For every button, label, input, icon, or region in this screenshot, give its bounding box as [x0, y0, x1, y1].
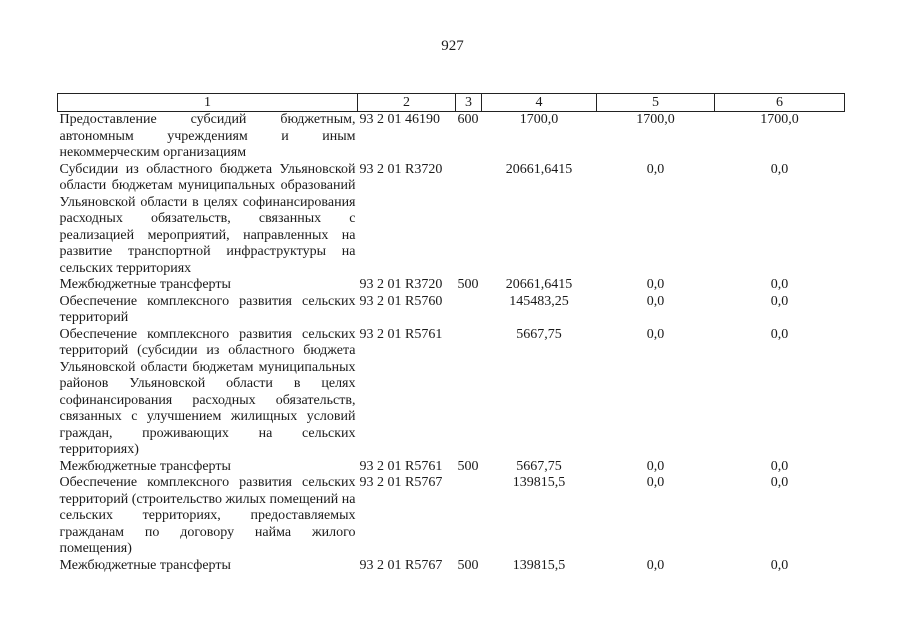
row-expense-type [456, 327, 482, 459]
row-description: Предоставление субсидий бюджетным, автономным учреждениям и иным некоммерческим организациям [59, 112, 356, 160]
row-value-col5: 0,0 [646, 277, 665, 292]
row-description: Межбюджетные трансферты [59, 277, 231, 292]
table-header-row [58, 94, 845, 112]
row-code: 93 2 01 R5761 [359, 326, 443, 342]
column-header: 4 [482, 94, 597, 112]
row-value-col5: 0,0 [646, 557, 665, 573]
row-code: 93 2 01 R3720 [359, 277, 443, 292]
table-row [58, 327, 845, 459]
row-value-col4: 1700,0 [519, 112, 559, 127]
row-value-col5: 0,0 [646, 458, 665, 474]
table-row [58, 558, 845, 575]
table-row [58, 475, 845, 558]
row-value-col4: 20661,6415 [505, 277, 573, 292]
row-expense-type: 500 [457, 277, 479, 292]
row-value-col4: 139815,5 [512, 557, 566, 573]
row-value-col6: 0,0 [770, 326, 789, 342]
row-value-col5: 0,0 [646, 475, 665, 490]
column-header: 1 [58, 94, 358, 112]
table-row [58, 459, 845, 476]
row-code: 93 2 01 R5760 [359, 293, 443, 309]
row-value-col4: 145483,25 [509, 293, 569, 309]
row-value-col4: 139815,5 [512, 475, 566, 490]
row-value-col4: 20661,6415 [505, 161, 573, 177]
budget-table [57, 93, 845, 574]
row-value-col5: 0,0 [646, 326, 665, 342]
row-code: 93 2 01 R5767 [359, 557, 443, 573]
row-expense-type [456, 162, 482, 278]
row-value-col6: 1700,0 [760, 112, 799, 127]
column-header: 3 [456, 94, 482, 112]
row-value-col6: 0,0 [770, 557, 789, 573]
row-expense-type [456, 475, 482, 558]
column-header: 2 [358, 94, 456, 112]
row-expense-type: 600 [457, 112, 479, 127]
table-row [58, 277, 845, 294]
table-row [58, 294, 845, 327]
row-value-col5: 0,0 [646, 293, 665, 309]
row-value-col4: 5667,75 [516, 458, 562, 474]
row-value-col6: 0,0 [770, 277, 789, 292]
page-number: 927 [441, 38, 464, 54]
row-value-col6: 0,0 [770, 293, 789, 309]
row-value-col6: 0,0 [770, 458, 789, 474]
row-expense-type: 500 [457, 557, 479, 573]
row-description: Обеспечение комплексного развития сельских территорий [59, 293, 356, 325]
row-value-col6: 0,0 [770, 475, 789, 490]
row-description: Обеспечение комплексного развития сельских территорий (строительство жилых помещений на сельских территориях, предоставляемых гражданам по договору найма жилого помещения) [59, 475, 356, 556]
row-description: Субсидии из областного бюджета Ульяновской области бюджетам муниципальных образований Ульяновской области в целях софинансирования расходных обязательств, связанных с реализацией мероприятий, направленных на развитие транспортной инфраструктуры на сельских территориях [59, 161, 356, 276]
table-row [58, 162, 845, 278]
row-expense-type [456, 294, 482, 327]
row-code: 93 2 01 R5761 [359, 458, 443, 474]
row-expense-type: 500 [457, 458, 479, 474]
row-value-col5: 1700,0 [636, 112, 675, 127]
row-code: 93 2 01 46190 [359, 112, 440, 127]
table-row [58, 112, 845, 162]
row-code: 93 2 01 R3720 [359, 161, 443, 177]
row-description: Межбюджетные трансферты [59, 557, 231, 573]
row-description: Обеспечение комплексного развития сельских территорий (субсидии из областного бюджета Ульяновской области бюджетам муниципальных районов Ульяновской области в целях софинансирования расходных обязательств, связанных с улучшением жилищных условий граждан, проживающих на сельских территориях) [59, 326, 356, 457]
row-value-col4: 5667,75 [516, 326, 562, 342]
row-value-col6: 0,0 [770, 161, 789, 177]
column-header: 6 [715, 94, 845, 112]
column-header: 5 [597, 94, 715, 112]
row-code: 93 2 01 R5767 [359, 475, 443, 490]
row-description: Межбюджетные трансферты [59, 458, 231, 474]
row-value-col5: 0,0 [646, 161, 665, 177]
